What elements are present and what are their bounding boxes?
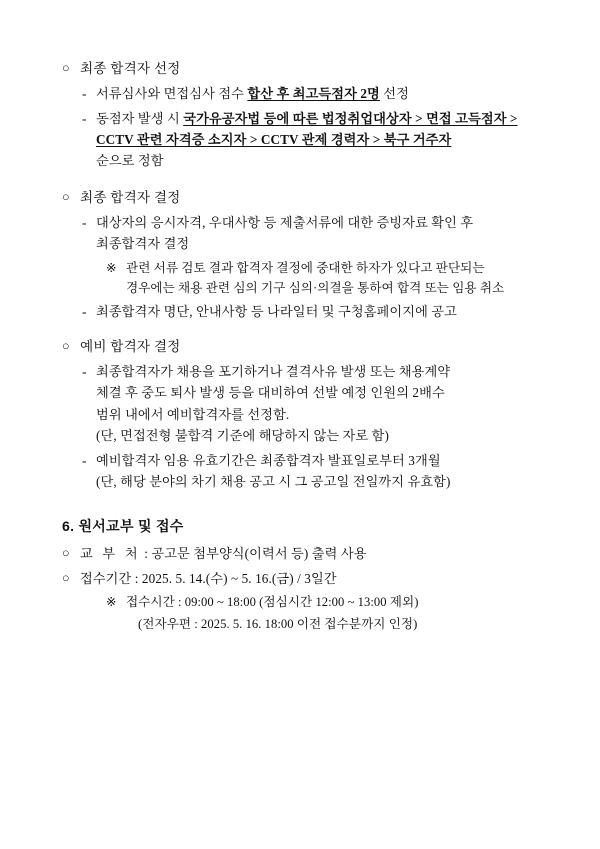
dash-bullet-icon: -: [82, 214, 87, 230]
list-item-text: [96, 450, 554, 493]
section-heading-row: [62, 187, 554, 209]
text-line: 경우에는 채용 관련 심의 기구 심의·의결을 통하여 합격 또는 임용 취소: [126, 281, 505, 295]
list-item-text: [80, 543, 554, 564]
list-item-label: 접수기간: [80, 570, 132, 586]
text-run: 선정: [379, 86, 409, 102]
list-item: [62, 543, 554, 564]
section-final-pass-selection: [62, 58, 554, 172]
dash-bullet-icon: -: [82, 86, 87, 102]
section-heading-row: [62, 336, 554, 358]
reference-mark-icon: ※: [106, 595, 117, 610]
circle-bullet-icon: ○: [62, 61, 70, 75]
text-run: 서류심사와 면접심사 점수: [96, 86, 248, 102]
text-line: (단, 해당 분야의 차기 채용 공고 시 그 공고일 전일까지 유효함): [96, 473, 451, 489]
circle-bullet-icon: ○: [62, 189, 70, 204]
list-item-text: 최종합격자 명단, 안내사항 등 나라일터 및 구청홈페이지에 공고: [96, 304, 457, 320]
section-heading-row: [62, 58, 554, 80]
section-application-submission: [62, 543, 554, 634]
reference-mark-icon: ※: [106, 260, 117, 275]
section-title: 최종 합격자 결정: [80, 189, 181, 205]
list-item: [82, 212, 554, 255]
circle-bullet-icon: ○: [62, 546, 70, 561]
list-item-text: [80, 568, 554, 589]
text-run: : 공고문 첨부양식(이력서 등) 출력 사용: [144, 546, 367, 562]
circle-bullet-icon: ○: [62, 570, 70, 585]
section-number: 6.: [62, 518, 75, 535]
list-item: [62, 568, 554, 589]
text-line: [96, 108, 554, 129]
note-item: [106, 592, 554, 612]
text-line-emphasis: CCTV 관련 자격증 소지자 > CCTV 관제 경력자 > 북구 거주자: [96, 132, 452, 148]
text-run: 동점자 발생 시: [96, 110, 184, 126]
list-item-text: [96, 83, 554, 104]
section-final-pass-decision: [62, 187, 554, 323]
text-line: 체결 후 중도 퇴사 발생 등을 대비하여 선발 예정 인원의 2배수: [96, 385, 445, 401]
circle-bullet-icon: ○: [62, 339, 70, 354]
dash-bullet-icon: -: [82, 364, 87, 380]
dash-bullet-icon: -: [82, 304, 87, 320]
note-item: [106, 258, 554, 299]
numbered-section-heading: [62, 516, 554, 536]
list-item: [82, 361, 554, 447]
list-item: [82, 301, 554, 323]
section-title: 예비 합격자 결정: [80, 339, 181, 355]
note-item: [124, 614, 554, 634]
section-title: 원서교부 및 접수: [78, 518, 184, 535]
text-line: 예비합격자 임용 유효기간은 최종합격자 발표일로부터 3개월: [96, 452, 441, 468]
note-text: [126, 258, 554, 299]
note-text: 접수시간 : 09:00 ~ 18:00 (점심시간 12:00 ~ 13:00 제외): [126, 595, 419, 610]
text-run-emphasis: 합산 후 최고득점자 2명: [247, 86, 380, 102]
text-line: 순으로 정함: [96, 153, 164, 169]
text-line: 최종합격자 결정: [96, 236, 190, 252]
text-line: 관련 서류 검토 결과 합격자 결정에 중대한 하자가 있다고 판단되는: [126, 260, 485, 275]
text-line: (단, 면접전형 불합격 기준에 해당하지 않는 자로 함): [96, 428, 389, 444]
text-line: 범위 내에서 예비합격자를 선정함.: [96, 406, 290, 422]
text-line: 최종합격자가 채용을 포기하거나 결격사유 발생 또는 채용계약: [96, 364, 451, 380]
text-run: : 2025. 5. 14.(수) ~ 5. 16.(금) / 3일간: [134, 570, 337, 586]
dash-bullet-icon: -: [82, 452, 87, 468]
list-item-label: 교 부 처: [80, 546, 141, 562]
list-item-text: [96, 212, 554, 255]
list-item: [82, 108, 554, 172]
list-item: [82, 83, 554, 105]
list-item: [82, 450, 554, 493]
section-title: 최종 합격자 선정: [80, 61, 181, 76]
section-reserve-pass-decision: [62, 336, 554, 492]
text-run-emphasis: 국가유공자법 등에 따른 법정취업대상자 > 면접 고득점자 >: [183, 110, 518, 126]
list-item-text: [96, 361, 554, 447]
note-text: (전자우편 : 2025. 5. 16. 18:00 이전 접수분까지 인정): [138, 616, 418, 631]
text-line: 대상자의 응시자격, 우대사항 등 제출서류에 대한 증빙자료 확인 후: [96, 214, 474, 230]
list-item-text: [96, 108, 554, 172]
dash-bullet-icon: -: [82, 110, 87, 126]
